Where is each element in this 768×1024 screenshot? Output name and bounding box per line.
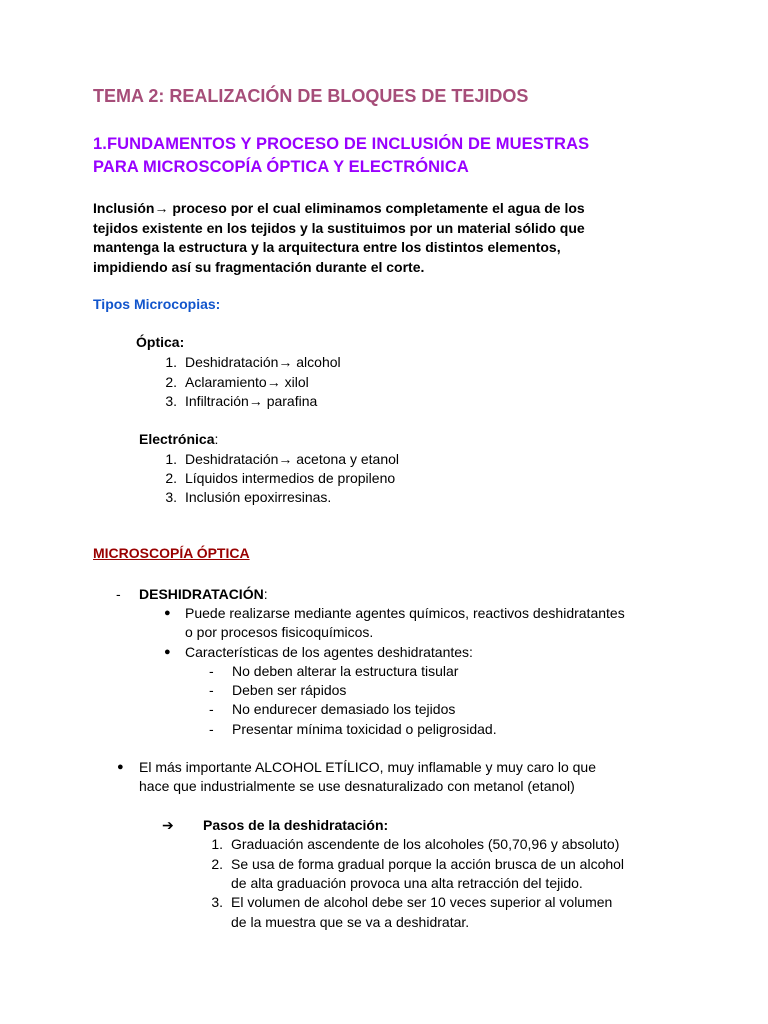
alcohol-line2: hace que industrialmente se use desnaturalizado con metanol (etanol) xyxy=(139,778,575,794)
dash-marker: - xyxy=(209,701,214,717)
intro-line3: mantenga la estructura y la arquitectura entre los distintos elementos, xyxy=(93,239,561,255)
bullet-icon: ● xyxy=(164,646,171,658)
pasos-label: Pasos de la deshidratación: xyxy=(203,817,389,833)
list-item: No deben alterar la estructura tisular xyxy=(232,663,459,679)
list-item: 3. Infiltración→ parafina xyxy=(165,393,318,409)
optica-label: Óptica: xyxy=(136,334,185,350)
list-item-continuation: de la muestra que se va a deshidratar. xyxy=(231,914,470,930)
microscopia-optica-heading: MICROSCOPÍA ÓPTICA xyxy=(93,545,250,561)
list-item: No endurecer demasiado los tejidos xyxy=(232,701,456,717)
electronica-label: Electrónica: xyxy=(139,431,219,447)
list-item: Presentar mínima toxicidad o peligrosidad. xyxy=(232,721,497,737)
section-heading-line2: PARA MICROSCOPÍA ÓPTICA Y ELECTRÓNICA xyxy=(93,158,469,176)
list-item: 1. Deshidratación→ acetona y etanol xyxy=(165,451,400,467)
deshidratacion-label: DESHIDRATACIÓN: xyxy=(139,586,268,602)
intro-line1: Inclusión→ proceso por el cual eliminamos completamente el agua de los xyxy=(93,200,585,216)
arrow-icon: ➔ xyxy=(162,817,174,833)
intro-line4: impidiendo así su fragmentación durante el corte. xyxy=(93,259,425,275)
list-item: 2. Se usa de forma gradual porque la acción brusca de un alcohol xyxy=(211,856,625,872)
list-item: Deben ser rápidos xyxy=(232,682,347,698)
list-item-continuation: de alta graduación provoca una alta retracción del tejido. xyxy=(231,875,583,891)
list-item: 3. Inclusión epoxirresinas. xyxy=(165,489,332,505)
dash-marker: - xyxy=(209,682,214,698)
dash-marker: - xyxy=(209,721,214,737)
list-item: 1. Deshidratación→ alcohol xyxy=(165,354,341,370)
list-item: 2. Aclaramiento→ xilol xyxy=(165,374,309,390)
list-item: 2. Líquidos intermedios de propileno xyxy=(165,470,396,486)
list-item: 3. El volumen de alcohol debe ser 10 veces superior al volumen xyxy=(211,894,613,910)
bullet1-line1: Puede realizarse mediante agentes químicos, reactivos deshidratantes xyxy=(185,605,625,621)
bullet-icon: ● xyxy=(117,761,124,773)
tipos-label: Tipos Microcopias: xyxy=(93,296,221,312)
alcohol-line1: El más importante ALCOHOL ETÍLICO, muy inflamable y muy caro lo que xyxy=(139,759,596,775)
bullet2-text: Características de los agentes deshidratantes: xyxy=(185,644,473,660)
intro-line2: tejidos existente en los tejidos y la sustituimos por un material sólido que xyxy=(93,220,585,236)
section-heading-line1: 1.FUNDAMENTOS Y PROCESO DE INCLUSIÓN DE MUESTRAS xyxy=(93,135,590,153)
page-title: TEMA 2: REALIZACIÓN DE BLOQUES DE TEJIDOS xyxy=(93,86,529,106)
bullet-icon: ● xyxy=(164,607,171,619)
dash-marker: - xyxy=(116,586,121,602)
dash-marker: - xyxy=(209,663,214,679)
bullet1-line2: o por procesos fisicoquímicos. xyxy=(185,624,374,640)
list-item: 1. Graduación ascendente de los alcoholes (50,70,96 y absoluto) xyxy=(211,836,620,852)
